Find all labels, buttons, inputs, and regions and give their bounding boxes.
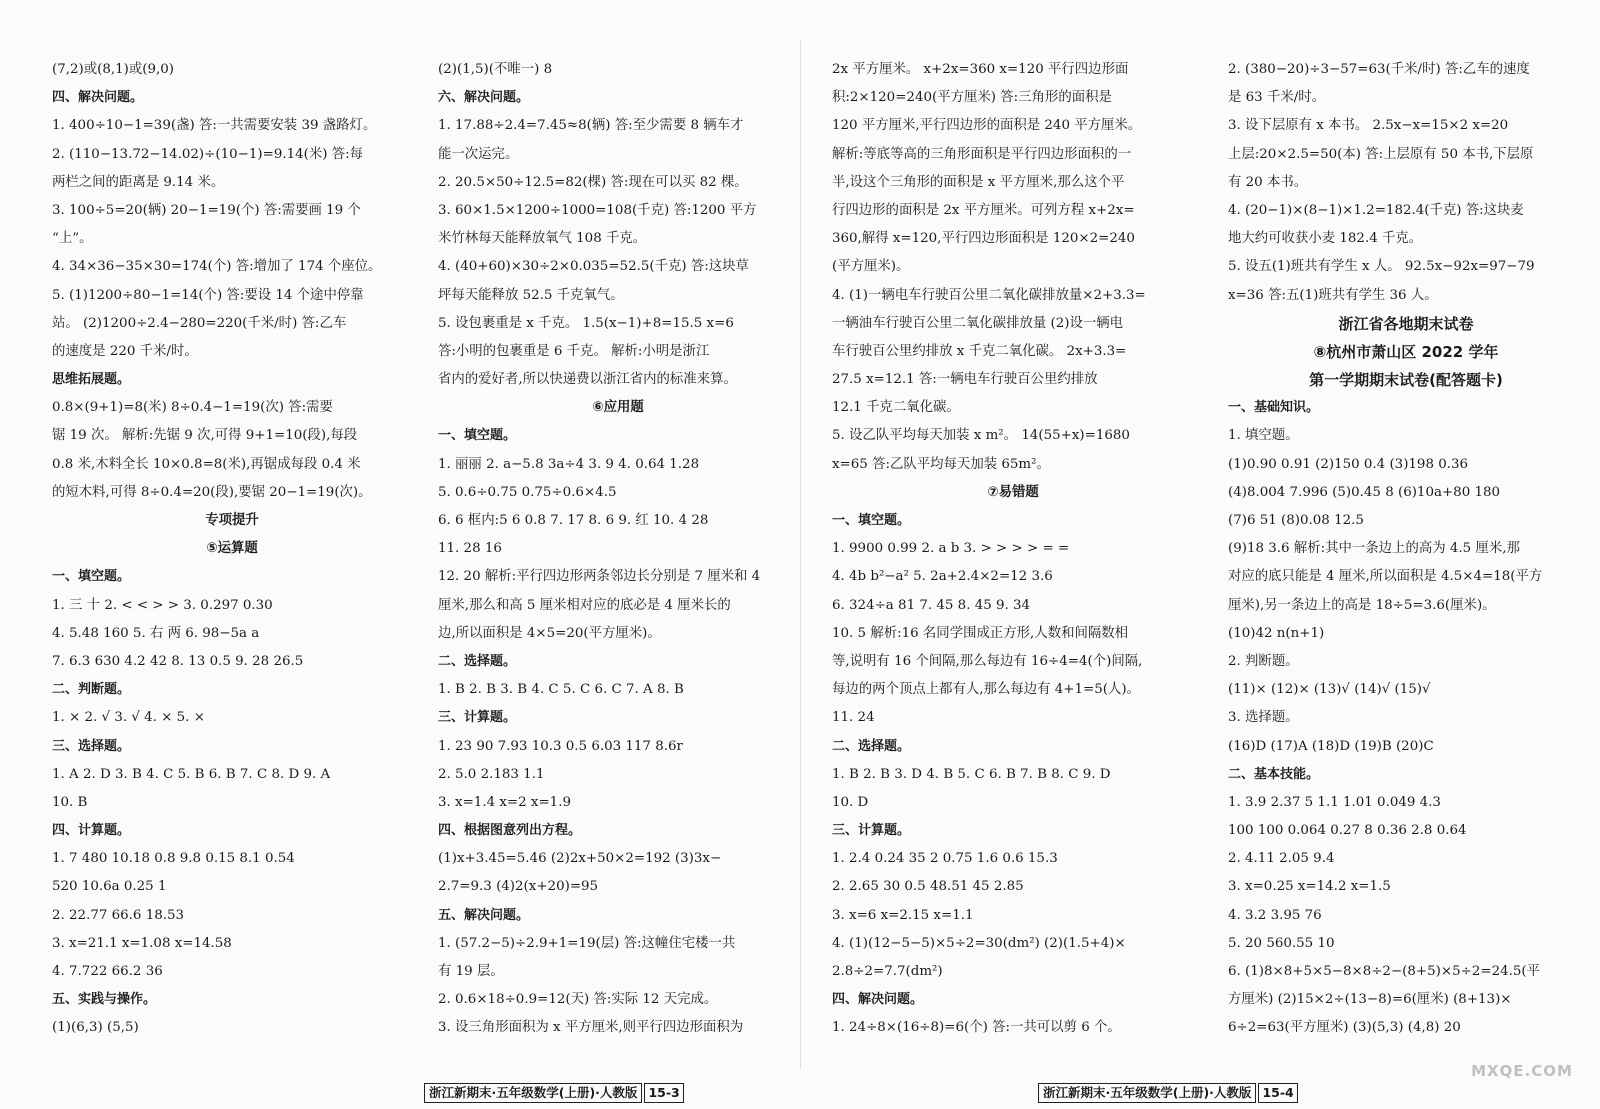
answer-line: 5. 设五(1)班共有学生 x 人。 92.5x−92x=97−79 — [1228, 259, 1535, 275]
section-heading: 四、根据图意列出方程。 — [438, 823, 582, 839]
watermark-logo: MXQE.COM — [1471, 1062, 1573, 1080]
footer-left-page-number: 15-3 — [644, 1083, 683, 1103]
answer-line: 1. 7 480 10.18 0.8 9.8 0.15 8.1 0.54 — [52, 851, 295, 867]
answer-line: 4. 3.2 3.95 76 — [1228, 907, 1322, 923]
answer-line: 等,说明有 16 个间隔,那么每边有 16÷4=4(个)间隔, — [832, 653, 1143, 669]
answer-line: 两栏之间的距离是 9.14 米。 — [52, 174, 225, 190]
answer-line: (7,2)或(8,1)或(9,0) — [52, 62, 175, 77]
answer-line: 1. × 2. √ 3. √ 4. × 5. × — [52, 710, 205, 726]
answer-line: 锯 19 次。 解析:先锯 9 次,可得 9+1=10(段),每段 — [52, 428, 358, 444]
answer-line: 1. 23 90 7.93 10.3 0.5 6.03 117 8.6r — [438, 738, 683, 754]
answer-line: 1. 丽丽 2. a−5.8 3a÷4 3. 9 4. 0.64 1.28 — [438, 456, 700, 472]
answer-line: 3. x=21.1 x=1.08 x=14.58 — [52, 935, 232, 951]
answer-line: 省内的爱好者,所以快递费以浙江省内的标准来算。 — [438, 372, 737, 388]
answer-line: 的短木料,可得 8÷0.4=20(段),要锯 20−1=19(次)。 — [52, 484, 372, 500]
answer-line: 地大约可收获小麦 182.4 千克。 — [1228, 231, 1423, 247]
answer-line: (1)0.90 0.91 (2)150 0.4 (3)198 0.36 — [1228, 456, 1469, 472]
answer-line: (16)D (17)A (18)D (19)B (20)C — [1228, 738, 1434, 754]
answer-line: 厘米,那么和高 5 厘米相对应的底必是 4 厘米长的 — [438, 597, 731, 613]
answer-line: 2. 2.65 30 0.5 48.51 45 2.85 — [832, 879, 1024, 895]
answer-line: 120 平方厘米,平行四边形的面积是 240 平方厘米。 — [832, 118, 1142, 134]
answer-line: 2. 4.11 2.05 9.4 — [1228, 851, 1335, 867]
section-heading: 二、判断题。 — [52, 682, 131, 698]
answer-line: 2. 20.5×50÷12.5=82(棵) 答:现在可以买 82 棵。 — [438, 174, 748, 190]
answer-line: (4)8.004 7.996 (5)0.45 8 (6)10a+80 180 — [1228, 484, 1501, 500]
answer-line: (7)6 51 (8)0.08 12.5 — [1228, 513, 1364, 528]
answer-line: x=36 答:五(1)班共有学生 36 人。 — [1228, 287, 1438, 303]
answer-line: 有 19 层。 — [438, 964, 504, 979]
answer-line: 6. 6 框内:5 6 0.8 7. 17 8. 6 9. 红 10. 4 28 — [438, 513, 709, 528]
answer-line: 4. 5.48 160 5. 右 两 6. 98−5a a — [52, 625, 260, 641]
footer-right-title: 浙江新期末·五年级数学(上册)·人教版 — [1038, 1083, 1256, 1103]
answer-line: 上层:20×2.5=50(本) 答:上层原有 50 本书,下层原 — [1228, 146, 1534, 162]
section-heading: 六、解决问题。 — [438, 90, 530, 106]
answer-line: 4. (1)一辆电车行驶百公里二氧化碳排放量×2+3.3= — [832, 287, 1146, 303]
answer-line: 10. 5 解析:16 名同学围成正方形,人数和间隔数相 — [832, 625, 1129, 641]
answer-line: 1. 24÷8×(16÷8)=6(个) 答:一共可以剪 6 个。 — [832, 1020, 1121, 1036]
section-heading: 二、基本技能。 — [1228, 766, 1320, 782]
column-2 — [438, 56, 798, 1043]
section-title: ⑤运算题 — [206, 541, 258, 557]
answer-line: 的速度是 220 千米/时。 — [52, 343, 198, 359]
answer-line: 每边的两个顶点上都有人,那么每边有 4+1=5(人)。 — [832, 682, 1140, 698]
answer-line: 米竹林每天能释放氧气 108 千克。 — [438, 231, 647, 247]
answer-line: 4. 4b b²−a² 5. 2a+2.4×2=12 3.6 — [832, 569, 1053, 585]
answer-line: 坪每天能释放 52.5 千克氧气。 — [438, 287, 624, 303]
section-heading: 四、解决问题。 — [52, 90, 144, 106]
answer-line: 5. 20 560.55 10 — [1228, 935, 1335, 951]
answer-line: 100 100 0.064 0.27 8 0.36 2.8 0.64 — [1228, 823, 1467, 839]
section-heading: 五、解决问题。 — [438, 907, 530, 923]
answer-line: 2. 0.6×18÷0.9=12(天) 答:实际 12 天完成。 — [438, 992, 718, 1008]
section-title: 第一学期期末试卷(配答题卡) — [1309, 371, 1503, 390]
answer-line: 2. 5.0 2.183 1.1 — [438, 766, 545, 782]
answer-line: 积:2×120=240(平方厘米) 答:三角形的面积是 — [832, 90, 1112, 106]
answer-line: 3. x=0.25 x=14.2 x=1.5 — [1228, 879, 1391, 895]
answer-line: 解析:等底等高的三角形面积是平行四边形面积的一 — [832, 146, 1132, 162]
answer-line: 3. 60×1.5×1200÷1000=108(千克) 答:1200 平方 — [438, 202, 757, 218]
answer-line: 6. 324÷a 81 7. 45 8. 45 9. 34 — [832, 597, 1031, 613]
answer-line: 站。 (2)1200÷2.4−280=220(千米/时) 答:乙车 — [52, 315, 347, 331]
answer-line: 有 20 本书。 — [1228, 174, 1308, 190]
footer-left — [424, 1083, 684, 1103]
answer-line: 3. x=1.4 x=2 x=1.9 — [438, 794, 571, 810]
answer-line: 0.8×(9+1)=8(米) 8÷0.4−1=19(次) 答:需要 — [52, 400, 333, 416]
answer-line: 7. 6.3 630 4.2 42 8. 13 0.5 9. 28 26.5 — [52, 653, 304, 669]
answer-line: 4. (1)(12−5−5)×5÷2=30(dm²) (2)(1.5+4)× — [832, 935, 1126, 951]
answer-line: 4. 34×36−35×30=174(个) 答:增加了 174 个座位。 — [52, 259, 382, 275]
answer-line: 520 10.6a 0.25 1 — [52, 879, 167, 895]
answer-line: 1. 17.88÷2.4=7.45≈8(辆) 答:至少需要 8 辆车才 — [438, 118, 744, 134]
section-heading: 四、计算题。 — [52, 823, 131, 839]
section-title: 专项提升 — [205, 513, 259, 528]
answer-line: 5. 0.6÷0.75 0.75÷0.6×4.5 — [438, 484, 617, 500]
section-heading: 五、实践与操作。 — [52, 992, 157, 1008]
answer-line: 1. B 2. B 3. B 4. C 5. C 6. C 7. A 8. B — [438, 682, 684, 698]
answer-line: 1. 2.4 0.24 35 2 0.75 1.6 0.6 15.3 — [832, 851, 1058, 867]
answer-line: (1)x+3.45=5.46 (2)2x+50×2=192 (3)3x− — [438, 851, 722, 867]
answer-line: 2. (110−13.72−14.02)÷(10−1)=9.14(米) 答:每 — [52, 146, 364, 162]
answer-line: 2. 判断题。 — [1228, 653, 1299, 669]
answer-line: 一辆油车行驶百公里二氧化碳排放量 (2)设一辆电 — [832, 315, 1124, 331]
section-heading: 一、填空题。 — [52, 569, 131, 585]
page-spine — [800, 40, 801, 1069]
answer-line: 12. 20 解析:平行四边形两条邻边长分别是 7 厘米和 4 — [438, 569, 761, 585]
answer-line: 4. 7.722 66.2 36 — [52, 964, 163, 979]
column-1 — [52, 56, 412, 1043]
answer-line: x=65 答:乙队平均每天加装 65m²。 — [832, 456, 1050, 472]
section-heading: 三、选择题。 — [52, 738, 131, 754]
answer-line: 1. 填空题。 — [1228, 428, 1299, 444]
answer-line: 行四边形的面积是 2x 平方厘米。可列方程 x+2x= — [832, 202, 1135, 218]
answer-line: 3. x=6 x=2.15 x=1.1 — [832, 907, 974, 923]
answer-line: 27.5 x=12.1 答:一辆电车行驶百公里约排放 — [832, 372, 1098, 388]
answer-line: “上”。 — [52, 231, 93, 247]
answer-line: (2)(1,5)(不唯一) 8 — [438, 62, 553, 77]
answer-line: 360,解得 x=120,平行四边形面积是 120×2=240 — [832, 231, 1135, 247]
answer-line: 1. B 2. B 3. D 4. B 5. C 6. B 7. B 8. C 9. D — [832, 766, 1111, 782]
section-heading: 四、解决问题。 — [832, 992, 924, 1008]
answer-line: (平方厘米)。 — [832, 259, 910, 275]
section-heading: 一、填空题。 — [832, 513, 911, 528]
section-heading: 思维拓展题。 — [52, 372, 131, 388]
answer-line: 3. 选择题。 — [1228, 710, 1299, 726]
answer-line: 半,设这个三角形的面积是 x 平方厘米,那么这个平 — [832, 174, 1125, 190]
footer-right — [1038, 1083, 1298, 1103]
footer-right-page-number: 15-4 — [1258, 1083, 1297, 1103]
column-3 — [832, 56, 1194, 1043]
answer-line: 6÷2=63(平方厘米) (3)(5,3) (4,8) 20 — [1228, 1020, 1461, 1036]
answer-line: 对应的底只能是 4 厘米,所以面积是 4.5×4=18(平方 — [1228, 569, 1543, 585]
answer-line: 1. 400÷10−1=39(盏) 答:一共需要安装 39 盏路灯。 — [52, 118, 377, 134]
answer-line: 4. (20−1)×(8−1)×1.2=182.4(千克) 答:这块麦 — [1228, 202, 1524, 218]
answer-line: 5. 设包裹重是 x 千克。 1.5(x−1)+8=15.5 x=6 — [438, 315, 734, 331]
section-heading: 三、计算题。 — [832, 823, 911, 839]
answer-line: 厘米),另一条边上的高是 18÷5=3.6(厘米)。 — [1228, 597, 1496, 613]
answer-line: 10. B — [52, 794, 88, 810]
answer-line: 3. 设三角形面积为 x 平方厘米,则平行四边形面积为 — [438, 1020, 744, 1036]
answer-line: 2. 22.77 66.6 18.53 — [52, 907, 185, 923]
answer-line: (11)× (12)× (13)√ (14)√ (15)√ — [1228, 682, 1431, 698]
answer-line: 边,所以面积是 4×5=20(平方厘米)。 — [438, 625, 661, 641]
section-heading: 一、填空题。 — [438, 428, 517, 444]
answer-line: 5. (1)1200÷80−1=14(个) 答:要设 14 个途中停靠 — [52, 287, 364, 303]
answer-line: 10. D — [832, 794, 869, 810]
section-heading: 一、基础知识。 — [1228, 400, 1320, 416]
answer-line: 2.8÷2=7.7(dm²) — [832, 964, 943, 979]
answer-line: 能一次运完。 — [438, 146, 519, 162]
answer-line: 1. 3.9 2.37 5 1.1 1.01 0.049 4.3 — [1228, 794, 1441, 810]
answer-line: 0.8 米,木料全长 10×0.8=8(米),再锯成每段 0.4 米 — [52, 456, 361, 472]
answer-line: 11. 28 16 — [438, 541, 502, 557]
answer-line: 方厘米) (2)15×2÷(13−8)=6(厘米) (8+13)× — [1228, 992, 1512, 1008]
section-heading: 二、选择题。 — [832, 738, 911, 754]
answer-line: 1. 9900 0.99 2. a b 3. > > > > = = — [832, 541, 1070, 557]
answer-line: 1. A 2. D 3. B 4. C 5. B 6. B 7. C 8. D 9. A — [52, 766, 331, 782]
answer-line: 车行驶百公里约排放 x 千克二氧化碳。 2x+3.3= — [832, 343, 1127, 359]
section-title: ⑥应用题 — [592, 400, 644, 416]
footer-left-title: 浙江新期末·五年级数学(上册)·人教版 — [424, 1083, 642, 1103]
answer-line: 3. 100÷5=20(辆) 20−1=19(个) 答:需要画 19 个 — [52, 202, 361, 218]
answer-line: 11. 24 — [832, 710, 875, 726]
column-4 — [1228, 56, 1584, 1043]
answer-line: 2.7=9.3 (4)2(x+20)=95 — [438, 879, 599, 895]
answer-line: 答:小明的包裹重是 6 千克。 解析:小明是浙江 — [438, 343, 710, 359]
section-title: 浙江省各地期末试卷 — [1338, 314, 1474, 333]
section-heading: 三、计算题。 — [438, 710, 517, 726]
answer-line: (10)42 n(n+1) — [1228, 625, 1325, 641]
answer-line: 1. 三 十 2. < < > > 3. 0.297 0.30 — [52, 597, 273, 613]
answer-line: 6. (1)8×8+5×5−8×8÷2−(8+5)×5÷2=24.5(平 — [1228, 964, 1541, 979]
answer-line: 1. (57.2−5)÷2.9+1=19(层) 答:这幢住宅楼一共 — [438, 935, 736, 951]
section-title: ⑧杭州市萧山区 2022 学年 — [1313, 342, 1499, 361]
answer-line: 3. 设下层原有 x 本书。 2.5x−x=15×2 x=20 — [1228, 118, 1509, 134]
section-title: ⑦易错题 — [987, 484, 1039, 500]
section-heading: 二、选择题。 — [438, 653, 517, 669]
answer-line: 2x 平方厘米。 x+2x=360 x=120 平行四边形面 — [832, 62, 1129, 77]
answer-line: 4. (40+60)×30÷2×0.035=52.5(千克) 答:这块草 — [438, 259, 749, 275]
answer-line: 2. (380−20)÷3−57=63(千米/时) 答:乙车的速度 — [1228, 62, 1530, 77]
answer-line: (9)18 3.6 解析:其中一条边上的高为 4.5 厘米,那 — [1228, 541, 1520, 557]
answer-line: 5. 设乙队平均每天加装 x m²。 14(55+x)=1680 — [832, 428, 1130, 444]
answer-line: (1)(6,3) (5,5) — [52, 1020, 139, 1036]
answer-line: 是 63 千米/时。 — [1228, 90, 1326, 106]
answer-line: 12.1 千克二氧化碳。 — [832, 400, 960, 416]
